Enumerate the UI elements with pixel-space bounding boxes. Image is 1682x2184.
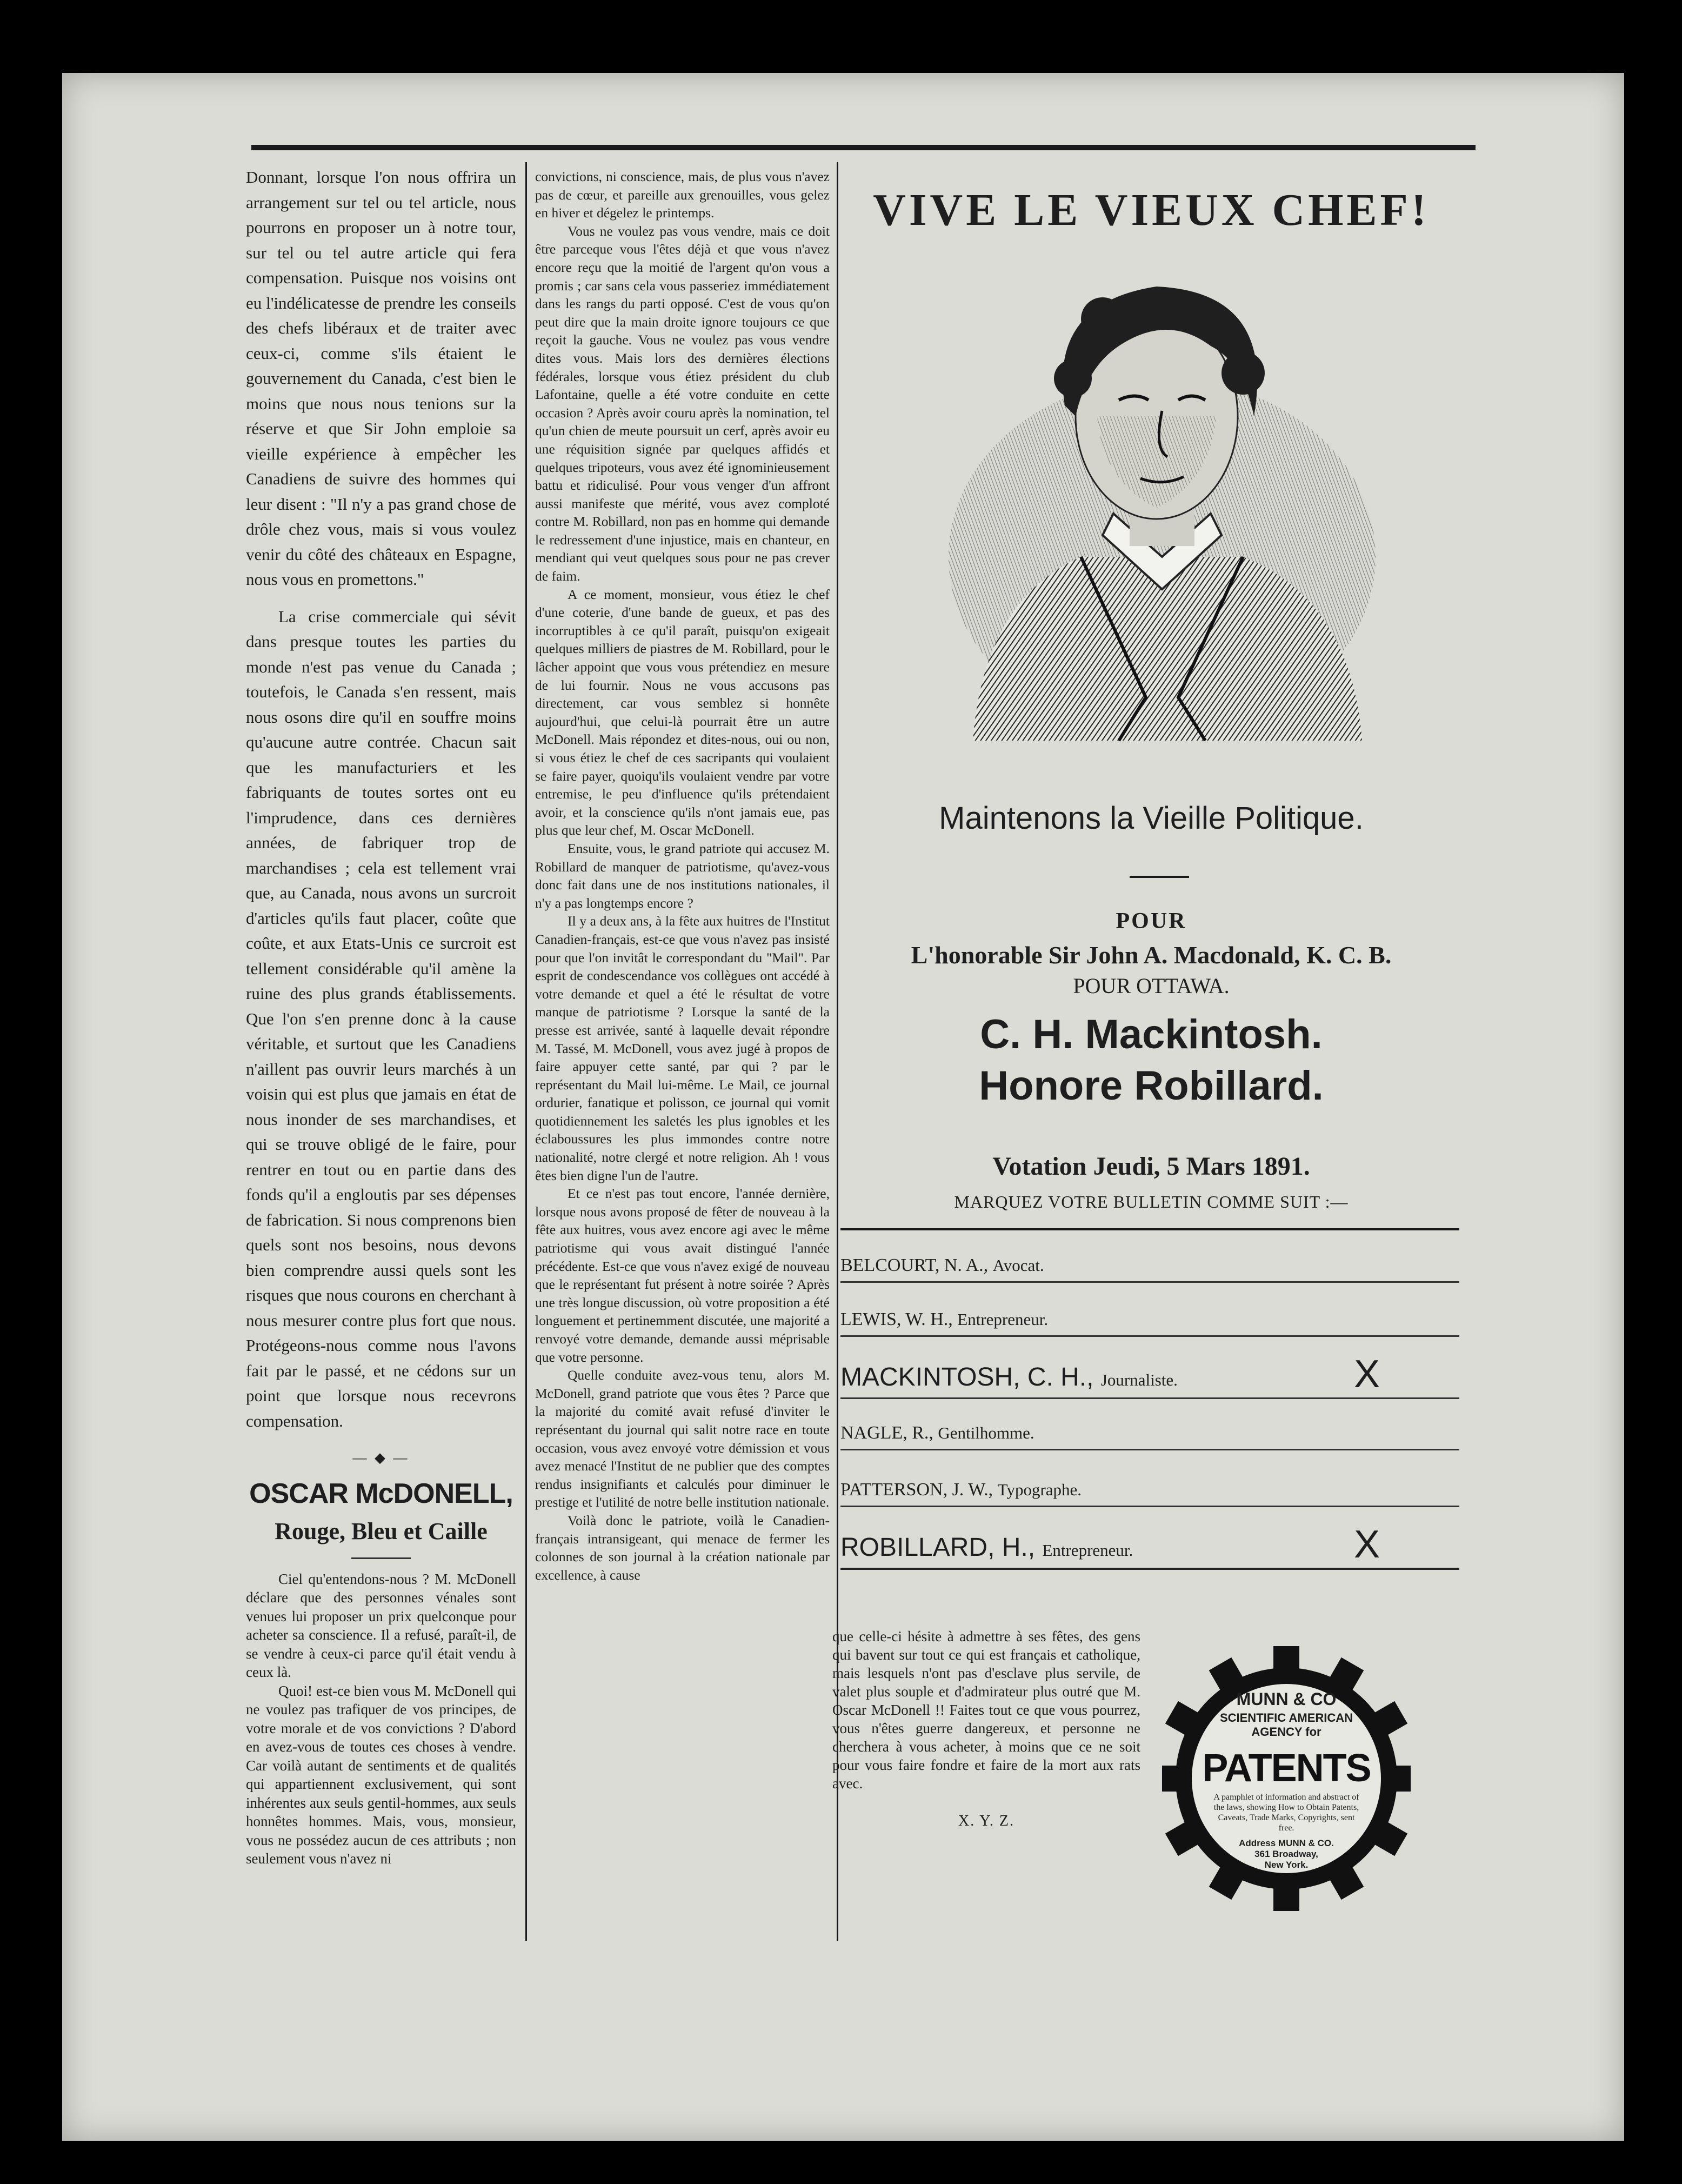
candidate-name: PATTERSON, J. W., (840, 1480, 993, 1500)
col2-paragraph-4: Ensuite, vous, le grand patriote qui accusez M. Robillard de manquer de patriotisme, qu'avez-vous donc fait dans une de nos institutions nationales, il n'y a pas longtemps encore ? (535, 840, 830, 911)
article-paragraph-2: Quoi! est-ce bien vous M. McDonell qui ne voulez pas trafiquer de vos principes, de votre morale et de vos convictions ? D'abord en avez-vous de toutes ces choses à vendre. Car voilà autant de sentiments et de qualités qui appartiennent exclusivement, qui sont inhérentes aux seuls gentil-hommes, aux seuls honnêtes hommes. Mais, vous, monsieur, vous ne possédez aucun de ces attributs ; non seulement vous n'avez ni (246, 1682, 516, 1867)
ballot-row (840, 1233, 1459, 1283)
candidate-occupation: Entrepreneur. (957, 1310, 1049, 1329)
signature: X. Y. Z. (958, 1813, 1014, 1829)
col2-paragraph-1: convictions, ni conscience, mais, de plus vous n'avez pas de cœur, et pareille aux grenouilles, vous gelez en hiver et dégelez le printemps. (535, 169, 830, 221)
patents-address (1213, 1838, 1359, 1870)
ballot-row (840, 1451, 1459, 1507)
patents-address-1: MUNN & CO. (1278, 1838, 1334, 1848)
column-3-tail (832, 1627, 1140, 1830)
patents-ad (1162, 1627, 1411, 1930)
patents-big: PATENTS (1202, 1747, 1371, 1790)
patents-address-3: New York. (1264, 1860, 1309, 1870)
ad-pour-ottawa: POUR OTTAWA. (1073, 974, 1230, 998)
ballot-row (840, 1287, 1459, 1337)
ballot-row (840, 1338, 1459, 1399)
candidate-occupation: Avocat. (992, 1256, 1044, 1275)
ballot-row (840, 1400, 1459, 1450)
patents-line1: MUNN & CO (1236, 1689, 1337, 1709)
article-subhead: Rouge, Bleu et Caille (275, 1517, 488, 1544)
candidate-occupation: Gentilhomme. (938, 1423, 1034, 1442)
ad-candidate-1: C. H. Mackintosh. (980, 1011, 1323, 1057)
candidate-occupation: Entrepreneur. (1042, 1541, 1133, 1560)
ballot-name (840, 1255, 1044, 1276)
ornament-divider: — ◆ — (352, 1450, 410, 1466)
column-divider-1 (525, 162, 527, 1941)
ad-headline: VIVE LE VIEUX CHEF! (873, 185, 1430, 235)
patents-line2: SCIENTIFIC AMERICAN AGENCY for (1219, 1711, 1353, 1739)
candidate-name: ROBILLARD, H., (840, 1533, 1036, 1562)
top-rule (251, 145, 1476, 150)
ballot-row (840, 1508, 1459, 1570)
candidate-occupation: Journaliste. (1100, 1370, 1178, 1389)
candidate-name: BELCOURT, N. A., (840, 1255, 989, 1275)
col2-paragraph-7: Quelle conduite avez-vous tenu, alors M. McDonell, grand patriote que vous êtes ? Parce que la majorité du comité avait refusé d'inviter le représentant du journal qui salit notre race en toute occasion, vous avez envoyé votre démission et vous avez menacé l'Institut de ne publier que des comptes rendus insignifiants et calculés pour diminuer le prestige et l'utilité de notre belle institution nationale. (535, 1367, 830, 1510)
ballot-name (840, 1480, 1082, 1500)
column-2 (535, 168, 830, 1584)
portrait-engraving (940, 254, 1384, 768)
ballot-name (840, 1362, 1178, 1392)
col2-paragraph-5: Il y a deux ans, à la fête aux huitres de l'Institut Canadien-français, est-ce que vous n'avez pas insisté pour que l'on invitât le correspondant du "Mail". Par esprit de condescendance vos collègues ont accédé à votre demande et quel a été le résultat de votre manque de patriotisme ? Lorsque la santé de la presse est arrivée, santé à laquelle devait répondre M. Tassé, M. McDonell, vous avez jugé à propos de faire appuyer cette santé, par qui ? par le représentant du Mail lui-même. Le Mail, ce journal ordurier, fanatique et polisson, ce journal qui vomit quotidiennement les saletés les plus ignobles et les éclaboussures les plus immondes contre notre nationalité, notre clergé et notre religion. Ah ! vous êtes bien digne l'un de l'autre. (535, 913, 830, 1183)
ad-pour: POUR (1116, 909, 1187, 934)
candidate-name: MACKINTOSH, C. H., (840, 1363, 1094, 1391)
ad-slogan: Maintenons la Vieille Politique. (939, 801, 1364, 836)
col3-tail-paragraph: que celle-ci hésite à admettre à ses fêtes, des gens qui bavent sur tout ce qui est français et catholique, mais lesquels n'ont pas d'esclave plus servile, de valet plus souple et d'admirateur plus outré que M. Oscar McDonell !! Faites tout ce que vous pourrez, vous n'êtes guerre dangereux, et personne ne cherchera à vous acheter, à moins que ce ne soit pour vous faire fondre et faire de la mort aux rats avec. (832, 1628, 1140, 1792)
ballot-name (840, 1423, 1034, 1443)
vote-date: Votation Jeudi, 5 Mars 1891. (992, 1152, 1310, 1181)
ballot-top-rule (840, 1228, 1459, 1230)
candidate-name: NAGLE, R., (840, 1423, 933, 1443)
column-1 (246, 165, 516, 1868)
slogan-rule (1130, 876, 1189, 878)
article-headline: OSCAR McDONELL, (249, 1477, 513, 1509)
col1-paragraph-1: Donnant, lorsque l'on nous offrira un arrangement sur tel ou tel article, nous pourrons en proposer un à notre tour, sur tel ou tel autre article qui fera compensation. Puisque nos voisins ont eu l'indélicatesse de prendre les conseils des chefs libéraux et de traiter avec ceux-ci, comme s'ils étaient le gouvernement du Canada, c'est bien le moins que nous nous tenions sur la réserve et que Sir John emploie sa vieille expérience à empêcher les Canadiens de suivre des hommes qui leur disent : "Il n'y a pas grand chose de drôle chez vous, mais si vous voulez venir du côté des châteaux en Espagne, nous vous en promettons." (246, 168, 516, 589)
ad-honoree: L'honorable Sir John A. Macdonald, K. C. B. (911, 941, 1392, 969)
ballot-instruction: MARQUEZ VOTRE BULLETIN COMME SUIT :— (954, 1192, 1349, 1211)
candidate-occupation: Typographe. (997, 1480, 1082, 1499)
ballot-name (840, 1309, 1048, 1330)
ballot-mark: X (1354, 1523, 1380, 1566)
col2-paragraph-2: Vous ne voulez pas vous vendre, mais ce doit être parceque vous l'êtes déjà et que vous n'avez encore reçu que la moitié de l'argent qu'on vous a promis ; car sans cela vous passeriez immédiatement dans les rangs du parti opposé. C'est de vous qu'on peut dire que la main droite ignore toujours ce que reçoit la gauche. Vous ne voulez pas vous vendre dites vous. Mais lors des dernières élections fédérales, lorsque vous étiez président du club Lafontaine, quelle a été votre conduite en cette occasion ? Après avoir couru après la nomination, tel qu'un chien de meute poursuit un cerf, après avoir eu une réquisition signée par quelques affidés et quelques tripoteurs, vous avez été ignominieusement battu et ridiculisé. Pour vous venger d'un affront aussi manifeste que mérité, vous avez comploté contre M. Robillard, non pas en homme qui demande le redressement d'une injustice, mais en chanteur, en mendiant qui veut quelques sous pour ne pas crever de faim. (535, 223, 830, 584)
article-paragraph-1: Ciel qu'entendons-nous ? M. McDonell déclare que des personnes vénales sont venues lui proposer un prix quelconque pour acheter sa conscience. Il a refusé, paraît-il, de se vendre à ceux-ci parce qu'il était vendu à ceux là. (246, 1570, 516, 1680)
col2-paragraph-6: Et ce n'est pas tout encore, l'année dernière, lorsque nous avons proposé de fêter de nouveau à la fête aux huitres, vous avez encore agi avec le même patriotisme qui vous avait distingué l'année précédente. Est-ce que vous n'avez exigé de nouveau que le représentant fut présent à notre soirée ? Après une très longue discussion, où votre proposition a été longuement et pertinemment discutée, une majorité a renvoyé votre demande, demande aussi méprisable que votre personne. (535, 1186, 830, 1365)
ballot-name (840, 1533, 1133, 1562)
ad-candidate-2: Honore Robillard. (979, 1063, 1324, 1109)
candidate-name: LEWIS, W. H., (840, 1309, 953, 1329)
col2-paragraph-8: Voilà donc le patriote, voilà le Canadien-français intransigeant, qui menace de fermer les colonnes de son journal à la création nationale par excellence, à cause (535, 1512, 830, 1583)
subhead-rule (351, 1557, 411, 1559)
patents-body: A pamphlet of information and abstract of the laws, showing How to Obtain Patents, Caveats, Trade Marks, Copyrights, sent free. (1213, 1793, 1359, 1833)
patents-address-2: 361 Broadway, (1254, 1849, 1318, 1859)
patents-address-label: Address (1239, 1838, 1276, 1848)
col2-paragraph-3: A ce moment, monsieur, vous étiez le chef d'une coterie, d'une bande de gueux, et pas des incorruptibles à ce qu'il paraît, puisqu'on exigeait quelques milliers de piastres de M. Robillard, pour le lâcher appoint que vous vous prétendiez en mesure de lui fournir. Nous ne vous accusons pas directement, car vous semblez si honnête aujourd'hui, que celui-là pourrait être un autre McDonell. Mais répondez et dites-nous, oui ou non, si vous étiez le chef de ces sacripants qui voulaient se faire payer, quoiqu'ils voulaient vendre par votre entremise, le peu d'influence qu'ils prétendaient avoir, et la conscience qu'ils n'ont jamais eue, pas plus que leur chef, M. Oscar McDonell. (535, 586, 830, 838)
col1-paragraph-2: La crise commerciale qui sévit dans presque toutes les parties du monde n'est pas venue du Canada ; toutefois, le Canada s'en ressent, mais nous osons dire qu'il en souffre moins qu'aucune autre contrée. Chacun sait que les manufacturiers et les fabriquants de toutes sortes ont eu l'imprudence, dans ces dernières années, de fabriquer trop de marchandises ; cela est tellement vrai que, au Canada, nous avons un surcroit d'articles qu'ils faut placer, coûte que coûte, et aux Etats-Unis ce surcroit est tellement considérable qu'il amène la ruine des plus grands établissements. Que l'on s'en prenne donc à la cause véritable, et surtout que les Canadiens n'aillent pas ouvrir leurs marchés à un voisin qui est plus que jamais en état de nous inonder de ses marchandises, et qui se trouve obligé de le faire, pour rentrer en tout ou en partie dans des fonds qu'il a engloutis par ses dépenses de fabrication. Si nous comprenons bien quels sont nos besoins, nous devons bien comprendre aussi quels sont les risques que nous courons en cherchant à nous mesurer contre plus fort que nous. Protégeons-nous comme nous l'avons fait par le passé, et ne cédons sur un point que lorsque nous recevrons compensation. (246, 607, 516, 1430)
ballot-mark: X (1354, 1353, 1380, 1396)
